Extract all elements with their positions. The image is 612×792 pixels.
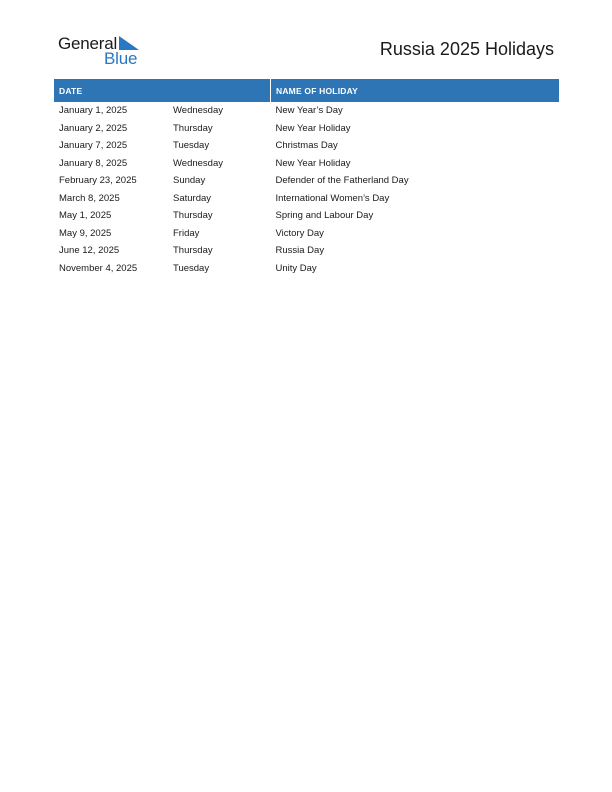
holiday-name-cell: Victory Day	[275, 227, 324, 239]
table-row	[54, 137, 559, 155]
date-cell: January 2, 2025	[59, 122, 128, 134]
logo-general-text: General	[58, 34, 118, 53]
weekday-cell: Sunday	[173, 175, 206, 187]
date-cell: November 4, 2025	[59, 262, 138, 274]
date-cell-group	[54, 155, 271, 173]
date-cell-group	[54, 120, 271, 138]
weekday-cell: Thursday	[173, 122, 213, 134]
date-cell: February 23, 2025	[59, 175, 137, 187]
table-row	[54, 260, 559, 278]
page-title: Russia 2025 Holidays	[379, 39, 554, 59]
date-cell-group	[54, 102, 271, 120]
holiday-name-cell: Spring and Labour Day	[275, 210, 374, 222]
date-cell: January 1, 2025	[59, 105, 128, 117]
date-cell: January 8, 2025	[59, 157, 128, 169]
date-cell-group	[54, 137, 271, 155]
weekday-cell: Friday	[173, 227, 200, 239]
holiday-name-cell: Defender of the Fatherland Day	[275, 175, 409, 187]
table-row	[54, 225, 559, 243]
date-cell: March 8, 2025	[59, 192, 120, 204]
weekday-cell: Thursday	[173, 210, 213, 222]
table-row	[54, 172, 559, 190]
date-cell-group	[54, 172, 271, 190]
date-cell: June 12, 2025	[59, 245, 120, 257]
logo	[58, 34, 158, 68]
holiday-table	[54, 79, 559, 277]
column-header-holiday-name: NAME OF HOLIDAY	[271, 79, 560, 102]
date-cell-group	[54, 242, 271, 260]
date-cell: January 7, 2025	[59, 140, 128, 152]
weekday-cell: Wednesday	[173, 157, 223, 169]
holiday-name-cell: New Year Holiday	[275, 157, 351, 169]
date-cell-group	[54, 207, 271, 225]
table-row	[54, 120, 559, 138]
holiday-name-cell: Russia Day	[275, 245, 325, 257]
date-cell: May 1, 2025	[59, 210, 112, 222]
weekday-cell: Tuesday	[173, 262, 210, 274]
table-header-row	[54, 79, 559, 102]
weekday-cell: Tuesday	[173, 140, 210, 152]
weekday-cell: Thursday	[173, 245, 213, 257]
weekday-cell: Saturday	[173, 192, 212, 204]
logo-blue-text: Blue	[104, 49, 138, 68]
holiday-name-cell: Unity Day	[275, 262, 317, 274]
table-row	[54, 155, 559, 173]
date-cell-group	[54, 190, 271, 208]
weekday-cell: Wednesday	[173, 105, 223, 117]
holiday-name-cell: International Women’s Day	[275, 192, 390, 204]
table-row	[54, 102, 559, 120]
date-cell: May 9, 2025	[59, 227, 112, 239]
table-row	[54, 242, 559, 260]
holiday-name-cell: Christmas Day	[275, 140, 338, 152]
holiday-name-cell: New Year’s Day	[275, 105, 343, 117]
column-header-date: DATE	[54, 79, 271, 102]
table-row	[54, 207, 559, 225]
table-row	[54, 190, 559, 208]
holiday-name-cell: New Year Holiday	[275, 122, 351, 134]
date-cell-group	[54, 225, 271, 243]
date-cell-group	[54, 260, 271, 278]
